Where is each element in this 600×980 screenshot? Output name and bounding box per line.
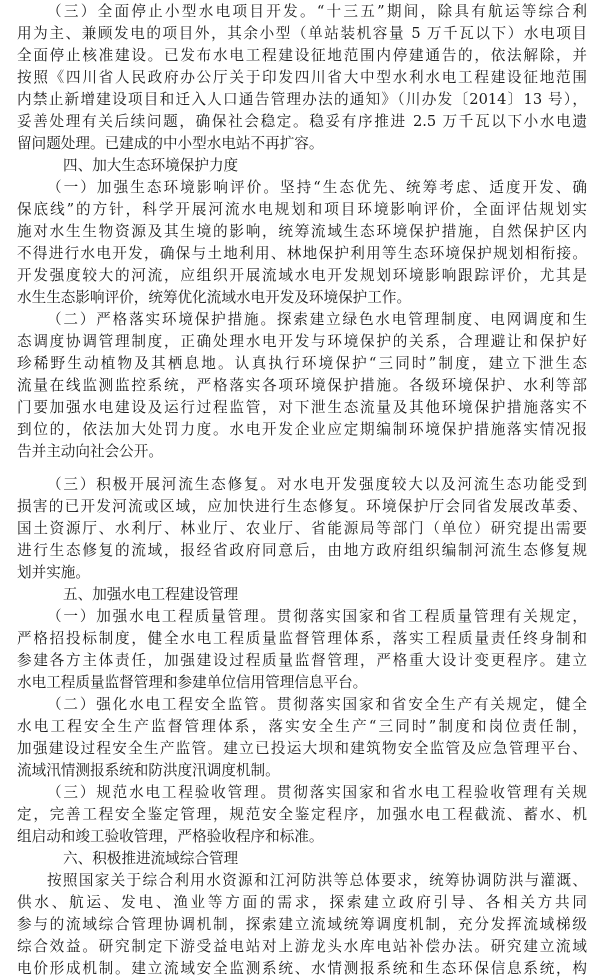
document-page	[17, 1, 587, 980]
paragraph-line: 损害的已开发河流或区域，应加快进行生态修复。环境保护厅会同省发展改革委、	[17, 498, 587, 515]
paragraph-line: （二）强化水电工程安全监管。贯彻落实国家和省安全生产有关规定，健全	[47, 696, 587, 713]
section-heading: 四、加大生态环境保护力度	[63, 157, 239, 174]
paragraph-line: 供水、航运、发电、渔业等方面的需求，探索建立政府引导、各相关方共同	[17, 894, 587, 911]
paragraph-line: 门要加强水电建设及运行过程监管，对下泄生态流量及其他环境保护措施落实不	[17, 399, 587, 416]
paragraph-line: 国土资源厅、水利厅、林业厅、农业厅、省能源局等部门（单位）研究提出需要	[17, 520, 587, 537]
paragraph-line: 综合效益。研究制定下游受益电站对上游龙头水库电站补偿办法。研究建立流域	[17, 938, 587, 955]
paragraph-line: 妥善处理有关后续问题，确保社会稳定。稳妥有序推进 2.5 万千瓦以下小水电遗	[17, 113, 587, 130]
paragraph-line: 电价形成机制。建立流域安全监测系统、水情测报系统和生态环保信息系统，构	[17, 960, 587, 977]
paragraph-line: 严格招投标制度，健全水电工程质量监督管理体系，落实工程质量责任终身制和	[17, 630, 587, 647]
paragraph-line: （三）积极开展河流生态修复。对水电开发强度较大以及河流生态功能受到	[47, 476, 587, 493]
paragraph-line: 内禁止新增建设项目和迁入人口通告管理办法的通知》（川办发〔2014〕13 号），	[17, 91, 587, 108]
paragraph-line: 不得进行水电开发，确保与土地利用、林地保护利用等生态环境保护规划相衔接。	[17, 245, 587, 262]
paragraph-line: 流量在线监测监控系统，严格落实各项环境保护措施。各级环境保护、水利等部	[17, 377, 587, 394]
paragraph-line: 加强建设过程安全生产监管。建立已投运大坝和建筑物安全监管及应急管理平台、	[17, 740, 587, 757]
section-heading: 六、积极推进流域综合管理	[63, 850, 239, 867]
paragraph-line: 进行生态修复的流域，报经省政府同意后，由地方政府组织编制河流生态修复规	[17, 542, 587, 559]
paragraph-line: 保底线”的方针，科学开展河流水电规划和项目环境影响评价，全面评估规划实	[17, 201, 587, 218]
section-heading: 五、加强水电工程建设管理	[63, 586, 239, 603]
paragraph-line: 施对水生生物资源及其生境的影响，统筹流域生态环境保护措施，自然保护区内	[17, 223, 587, 240]
paragraph-line: （三）全面停止小型水电项目开发。“十三五”期间，除具有航运等综合利	[47, 3, 587, 20]
paragraph-line: （二）严格落实环境保护措施。探索建立绿色水电管理制度、电网调度和生	[47, 311, 587, 328]
paragraph-line: 用为主、兼顾发电的项目外，其余小型（单站装机容量 5 万千瓦以下）水电项目	[17, 25, 587, 42]
paragraph-line: 定，完善工程安全鉴定管理，规范安全鉴定程序，加强水电工程截流、蓄水、机	[17, 806, 587, 823]
paragraph-line: 流域汛情测报系统和防洪度汛调度机制。	[17, 762, 280, 779]
paragraph-line: （一）加强生态环境影响评价。坚持“生态优先、统筹考虑、适度开发、确	[47, 179, 587, 196]
paragraph-line: 珍稀野生动植物及其栖息地。认真执行环境保护“三同时”制度，建立下泄生态	[17, 355, 587, 372]
paragraph-line: （三）规范水电工程验收管理。贯彻落实国家和省水电工程验收管理有关规	[47, 784, 587, 801]
paragraph-line: 划并实施。	[17, 564, 90, 581]
paragraph-line: 按照《四川省人民政府办公厅关于印发四川省大中型水利水电工程建设征地范围	[17, 69, 587, 86]
paragraph-line: 开发强度较大的河流，应组织开展流域水电开发规划环境影响跟踪评价，尤其是	[17, 267, 587, 284]
paragraph-line: （一）加强水电工程质量管理。贯彻落实国家和省工程质量管理有关规定，	[47, 608, 587, 625]
paragraph-line: 全面停止核准建设。已发布水电工程建设征地范围内停建通告的，依法解除，并	[17, 47, 587, 64]
paragraph-line: 到位的，依法加大处罚力度。水电开发企业应定期编制环境保护措施落实情况报	[17, 421, 587, 438]
paragraph-line: 水电工程安全生产监督管理体系，落实安全生产“三同时”制度和岗位责任制，	[17, 718, 587, 735]
paragraph-line: 参与的流域综合管理协调机制，探索建立流域统筹调度机制，充分发挥流域梯级	[17, 916, 587, 933]
paragraph-line: 水电工程质量监督管理和参建单位信用管理信息平台。	[17, 674, 368, 691]
paragraph-line: 水生生态影响评价，统筹优化流域水电开发及环境保护工作。	[17, 289, 412, 306]
paragraph-line: 留问题处理。已建成的中小型水电站不再扩容。	[17, 135, 324, 152]
paragraph-line: 按照国家关于综合利用水资源和江河防洪等总体要求，统筹协调防洪与灌溉、	[47, 872, 587, 889]
paragraph-line: 态调度协调管理制度，正确处理水电开发与环境保护的关系，合理避让和保护好	[17, 333, 587, 350]
paragraph-line: 参建各方主体责任，加强建设过程质量监督管理，严格重大设计变更程序。建立	[17, 652, 587, 669]
paragraph-line: 告并主动向社会公开。	[17, 443, 163, 460]
paragraph-line: 组启动和竣工验收管理，严格验收程序和标准。	[17, 828, 324, 845]
